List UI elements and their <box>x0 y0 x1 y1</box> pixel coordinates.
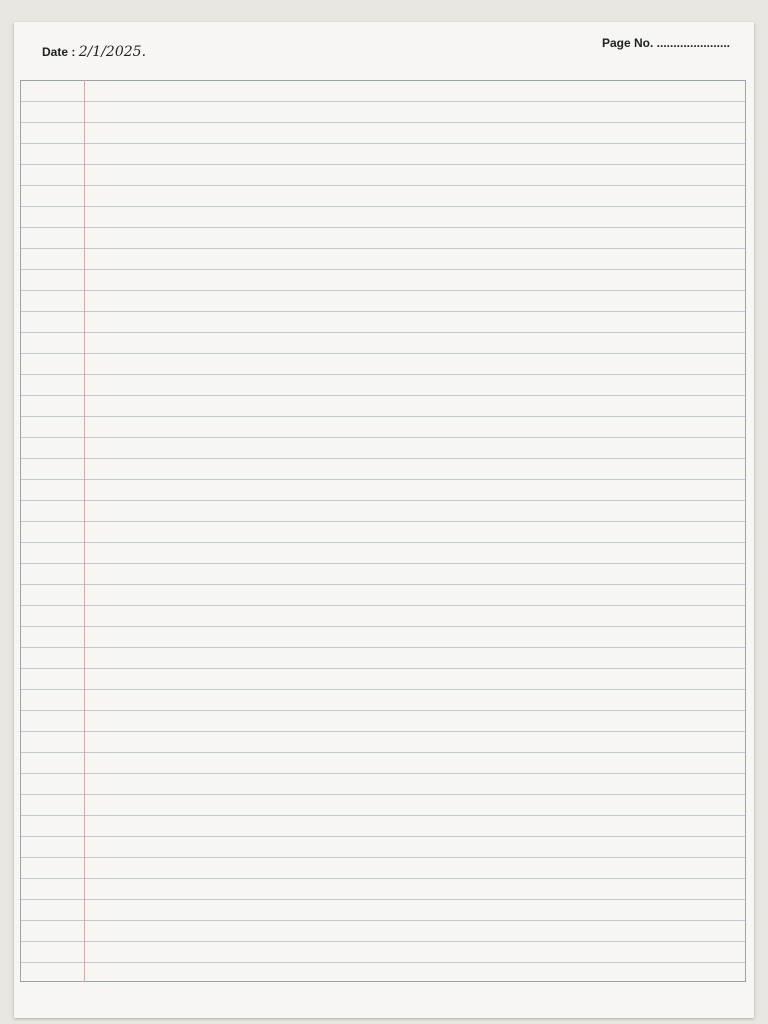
margin-line <box>84 80 85 982</box>
date-value: 2/1/2025. <box>78 44 147 60</box>
ruled-area <box>20 80 746 982</box>
date-field <box>42 44 146 60</box>
notebook-page <box>14 22 754 1018</box>
page-number-field: Page No. ...................... <box>601 36 730 50</box>
date-label: Date : <box>42 45 76 59</box>
